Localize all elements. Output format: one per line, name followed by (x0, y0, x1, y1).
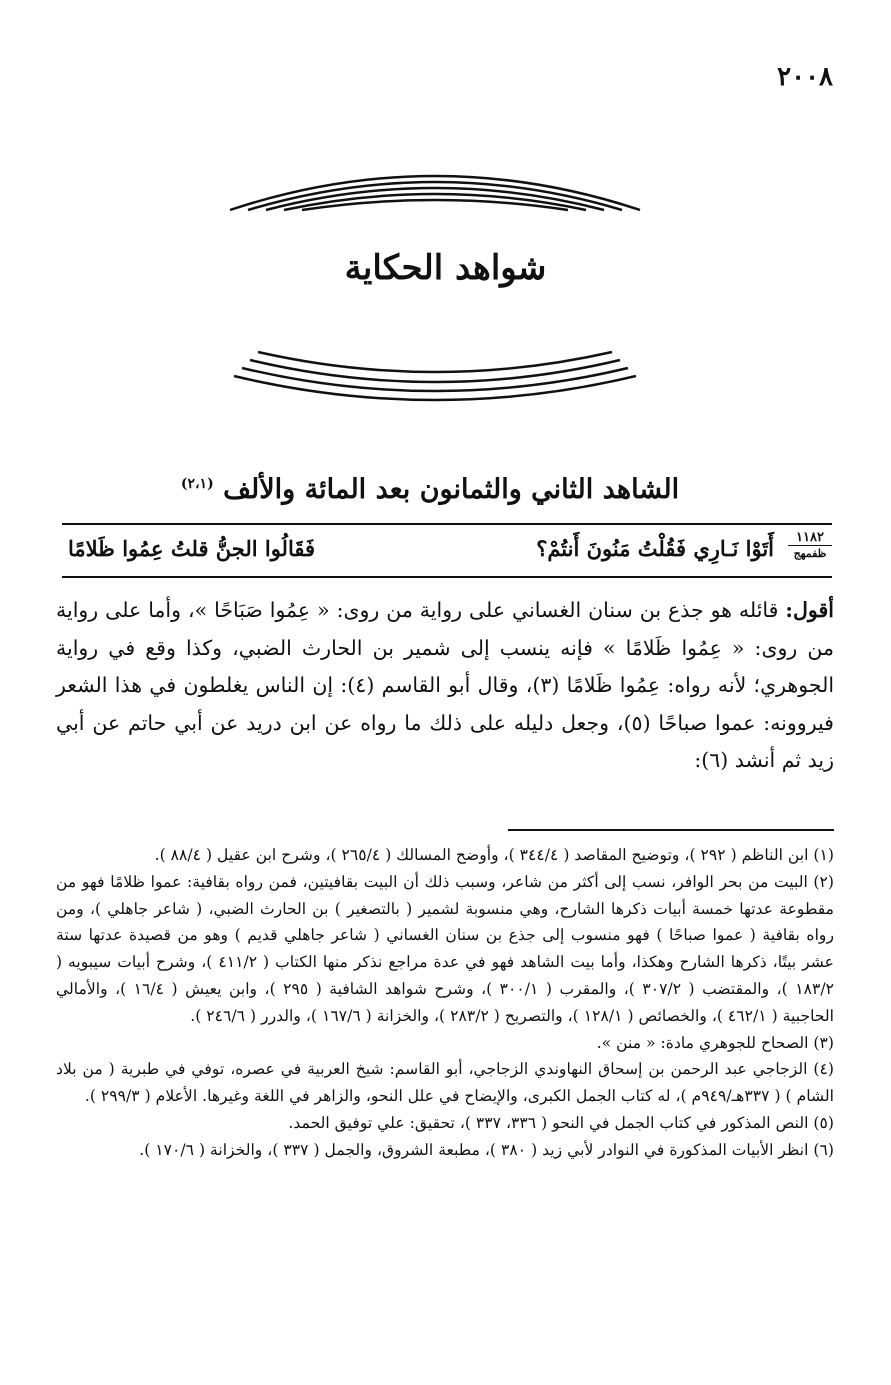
verse-first-hemistich: أَتَوْا نَـارِي فَقُلْتُ مَنُونَ أَنتُمْ؟ (536, 536, 774, 561)
verse-meter-code: ظفمهج (788, 545, 832, 561)
verse-number (788, 530, 832, 561)
commentary-paragraph (56, 592, 834, 780)
footnote-3: (٣) الصحاح للجوهري مادة: « منن ». (596, 1033, 834, 1052)
verse-row (62, 530, 832, 574)
heading-rule (62, 523, 832, 525)
footnote-6: (٦) انظر الأبيات المذكورة في النوادر لأبي زيد ( ٣٨٠ )، مطبعة الشروق، والجمل ( ٣٣٧ )، والخزانة ( ١٧٠/٦ ). (139, 1140, 834, 1159)
witness-title: الشاهد الثاني والثمانون بعد المائة والألف (223, 474, 680, 505)
footnote-5: (٥) النص المذكور في كتاب الجمل في النحو ( ٣٣٦، ٣٣٧ )، تحقيق: علي توفيق الحمد. (288, 1113, 834, 1132)
footnote-1: (١) ابن الناظم ( ٢٩٢ )، وتوضيح المقاصد ( ٣٤٤/٤ )، وأوضح المسالك ( ٢٦٥/٤ )، وشرح ابن عقيل ( ٨٨/٤ ). (154, 846, 834, 864)
footnotes (56, 842, 834, 1164)
decorative-arcs-bottom (220, 348, 650, 418)
footnote-4: (٤) الزجاجي عبد الرحمن بن إسحاق النهاوندي الزجاجي، أبو القاسم: شيخ العربية في عصره، توفي في طبرية ( من بلاد الشام ) ( ٣٣٧هـ/٩٤٩م )، له كتاب الجمل الكبرى، والإيضاح في علل النحو، والزاهر في اللغة وغيرها. الأعلام ( ٢٩٩/٣ ). (56, 1060, 834, 1106)
verse-rule (62, 576, 832, 578)
verse-number-value: ١١٨٢ (796, 530, 824, 545)
decorative-arcs-top (220, 152, 650, 212)
chapter-title: شواهد الحكاية (344, 248, 547, 288)
verse-second-hemistich: فَقَالُوا الجنُّ قلتُ عِمُوا ظَلامًا (68, 536, 316, 561)
footnote-separator (508, 829, 834, 831)
witness-heading (180, 474, 680, 505)
commentary-text: قائله هو جذع بن سنان الغساني على رواية من روى: « عِمُوا صَبَاحًا »، وأما على رواية من روى: « عِمُوا ظَلامًا » فإنه ينسب إلى شمير بن الحارث الضبي، وكذا وقع في رواية الجوهري؛ لأنه رواه: عِمُوا ظَلامًا (٣)، وقال أبو القاسم (٤): إن الناس يغلطون في هذا الشعر فيروونه: عموا صباحًا (٥)، وجعل دليله على ذلك ما رواه عن ابن دريد عن أبي حاتم عن أبي زيد ثم أنشد (٦): (56, 598, 835, 772)
commentary-lead: أقول: (785, 598, 834, 622)
witness-footnote-refs: (٢،١) (180, 476, 214, 492)
page-number: ٢٠٠٨ (777, 62, 833, 92)
footnote-2: (٢) البيت من بحر الوافر، نسب إلى أكثر من شاعر، وسبب ذلك أن البيت بقافيتين، فمن رواه بقافية: عموا ظلامًا فهو من مقطوعة عدتها خمسة أبيات ذكرها الشارح، وهي منسوبة لشمير ( بالتصغير ) بن الحارث الضبي، ( شاعر جاهلي )، ومن رواه بقافية ( عموا صباحًا ) فهو منسوب إلى جذع بن سنان الغساني ( شاعر جاهلي قديم ) وهو من قصيدة عدتها ستة عشر بيتًا، ذكرها الشارح وهكذا، وأما بيت الشاهد فهو في عدة مراجع نذكر منها الكتاب ( ٤١١/٢ )، وشرح أبيات سيبويه ( ١٨٣/٢ )، والمقتضب ( ٣٠٧/٢ )، والمقرب ( ٣٠٠/١ )، وشرح شواهد الشافية ( ٢٩٥ )، وابن يعيش ( ١٦/٤ )، والأمالي الحاجبية ( ٤٦٢/١ )، والخصائص ( ١٢٨/١ )، والتصريح ( ٢٨٣/٢ )، والخزانة ( ١٦٧/٦ )، والدرر ( ٢٤٦/٦ ). (56, 872, 834, 1025)
